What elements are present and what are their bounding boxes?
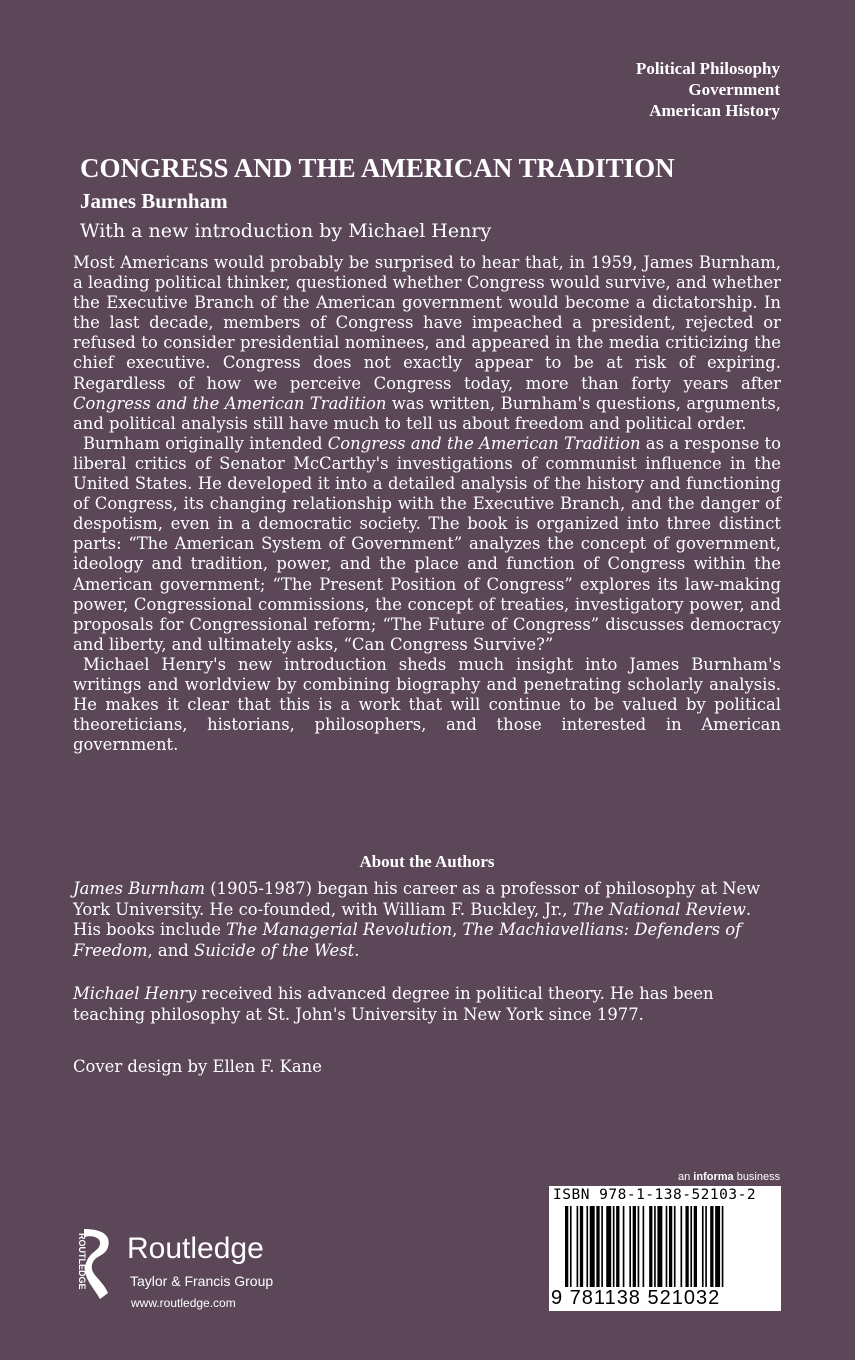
barcode-bar bbox=[633, 1206, 636, 1298]
publisher-group: Taylor & Francis Group bbox=[130, 1273, 274, 1289]
barcode-bar bbox=[669, 1206, 672, 1298]
barcode-bar bbox=[580, 1206, 583, 1298]
barcode-bar bbox=[577, 1206, 579, 1298]
book-author: James Burnham bbox=[80, 189, 228, 213]
informa-tagline: an informa business bbox=[678, 1171, 781, 1183]
routledge-logo-icon bbox=[68, 1225, 118, 1305]
barcode-bar bbox=[654, 1206, 656, 1298]
barcode-bar bbox=[715, 1206, 720, 1298]
barcode-bar bbox=[705, 1206, 707, 1298]
barcode-bar bbox=[722, 1206, 724, 1298]
author-bio-burnham: James Burnham (1905-1987) began his career as a professor of philosophy at New York University. He co-founded, with William F. Buckley, Jr., The National Review. His books include The Managerial Revolution, The Machiavellians: Defenders of Freedom, and Suicide of the West. bbox=[73, 879, 761, 960]
intro-credit: With a new introduction by Michael Henry bbox=[80, 220, 492, 242]
barcode-bar bbox=[601, 1206, 603, 1298]
barcode-bar bbox=[638, 1206, 640, 1298]
book-title: CONGRESS AND THE AMERICAN TRADITION bbox=[80, 153, 675, 183]
barcode-bar bbox=[685, 1206, 688, 1298]
category-label: American History bbox=[649, 101, 780, 120]
about-authors-heading: About the Authors bbox=[359, 852, 495, 871]
barcode-bar bbox=[616, 1206, 619, 1298]
barcode-bar bbox=[586, 1206, 588, 1298]
author-bio-henry: Michael Henry received his advanced degree in political theory. He has been teaching philosophy at St. John's University in New York since 1977. bbox=[73, 984, 714, 1024]
barcode-bars bbox=[565, 1206, 767, 1298]
barcode-bar bbox=[590, 1206, 595, 1298]
book-description bbox=[73, 253, 781, 755]
cover-credit: Cover design by Ellen F. Kane bbox=[73, 1057, 322, 1076]
barcode-bar bbox=[657, 1206, 662, 1298]
barcode-bar bbox=[649, 1206, 652, 1298]
barcode-bar bbox=[613, 1206, 615, 1298]
isbn-label: ISBN 978-1-138-52103-2 bbox=[553, 1187, 757, 1203]
publisher-url: www.routledge.com bbox=[131, 1296, 236, 1310]
category-label: Government bbox=[688, 80, 780, 99]
subject-categories bbox=[636, 58, 780, 121]
barcode-bar bbox=[694, 1206, 697, 1298]
category-label: Political Philosophy bbox=[635, 59, 780, 78]
description-paragraph: Most Americans would probably be surprised to hear that, in 1959, James Burnham, a leading political thinker, questioned whether Congress would survive, and whether the Executive Branch of the American government would become a dictatorship. In the last decade, members of Congress have impeached a president, rejected or refused to consider presidential nominees, and appeared in the media criticizing the chief executive. Congress does not exactly appear to be at risk of expiring. Regardless of how we perceive Congress today, more than forty years after Congress and the American Tradition was written, Burnham's questions, arguments, and political analysis still have much to tell us about freedom and political order. bbox=[73, 253, 781, 433]
description-paragraph: Burnham originally intended Congress and the American Tradition as a response to liberal critics of Senator McCarthy's investigations of communist influence in the United States. He developed it into a detailed analysis of the history and functioning of Congress, its changing relationship with the Executive Branch, and the danger of despotism, even in a democratic society. The book is organized into three distinct parts: “The American System of Government” analyzes the concept of government, ideology and tradition, power, and the place and function of Congress within the American government; “The Present Position of Congress” explores its law-making power, Congressional commissions, the concept of treaties, investigatory power, and proposals for Congressional reform; “The Future of Congress” discusses democracy and liberty, and ultimately asks, “Can Congress Survive?” bbox=[73, 433, 782, 654]
barcode-bar bbox=[702, 1206, 704, 1298]
barcode-bar bbox=[629, 1206, 631, 1298]
barcode-bar bbox=[596, 1206, 599, 1298]
isbn-barcode bbox=[549, 1186, 781, 1311]
barcode-bar bbox=[674, 1206, 676, 1298]
isbn-digits: 9 781138 521032 bbox=[551, 1287, 779, 1310]
barcode-bar bbox=[570, 1206, 572, 1298]
barcode-bar bbox=[681, 1206, 683, 1298]
description-paragraph: Michael Henry's new introduction sheds much insight into James Burnham's writings and worldview by combining biography and penetrating scholarly analysis. He makes it clear that this is a work that will continue to be valued by political theoreticians, historians, philosophers, and those interested in American government. bbox=[73, 654, 781, 755]
publisher-name: Routledge bbox=[127, 1232, 264, 1265]
barcode-bar bbox=[565, 1206, 568, 1298]
logo-vertical-text: ROUTLEDGE bbox=[77, 1233, 87, 1290]
barcode-bar bbox=[666, 1206, 668, 1298]
barcode-bar bbox=[623, 1206, 625, 1298]
barcode-bar bbox=[643, 1206, 645, 1298]
barcode-bar bbox=[710, 1206, 713, 1298]
barcode-bar bbox=[606, 1206, 611, 1298]
barcode-bar bbox=[690, 1206, 692, 1298]
